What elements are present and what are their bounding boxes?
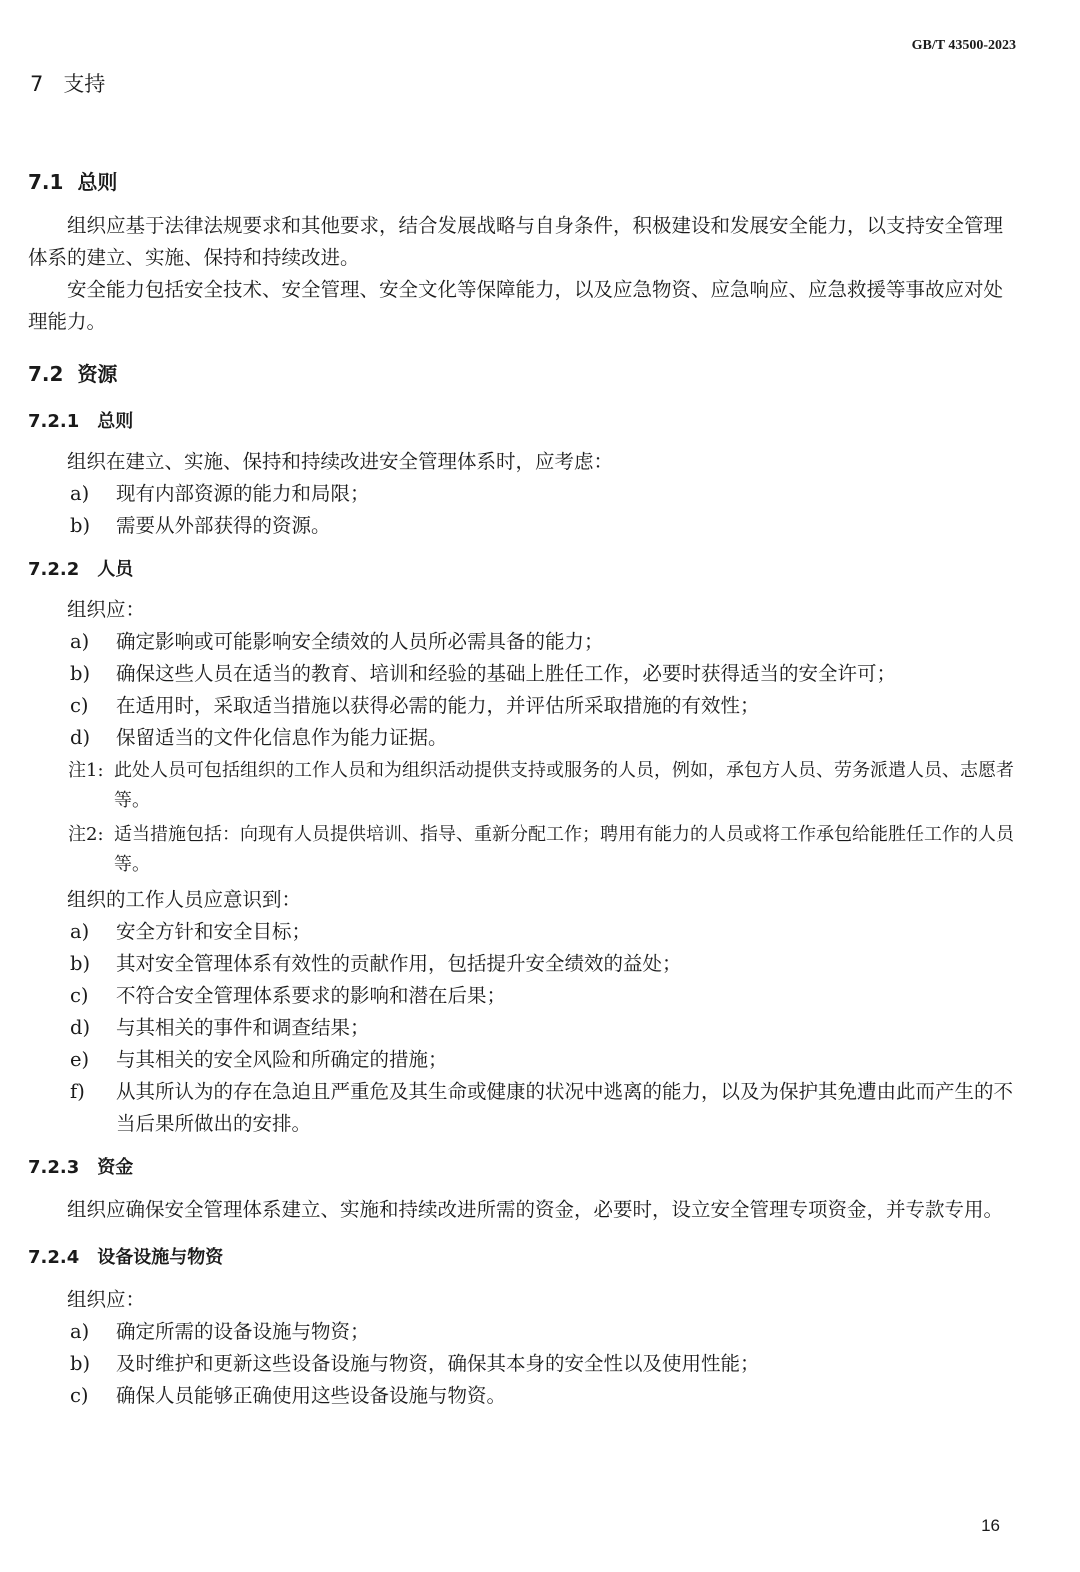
list-label: c) bbox=[70, 984, 89, 1007]
list-text: 在适用时，采取适当措施以获得必需的能力，并评估所采取措施的有效性； bbox=[116, 694, 760, 717]
list-item bbox=[28, 1348, 1020, 1380]
list-item bbox=[28, 1076, 1020, 1140]
list-item bbox=[28, 626, 1020, 658]
list-text: 现有内部资源的能力和局限； bbox=[116, 482, 370, 505]
section-title: 总则 bbox=[77, 170, 118, 194]
note-label: 注2: bbox=[68, 824, 104, 845]
list bbox=[28, 916, 1020, 1140]
standard-code: GB/T 43500-2023 bbox=[911, 38, 1016, 53]
list-label: a) bbox=[70, 630, 90, 653]
paragraph: 安全能力包括安全技术、安全管理、安全文化等保障能力，以及应急物资、应急响应、应急救援等事故应对处理能力。 bbox=[28, 278, 1004, 333]
list bbox=[28, 1316, 1020, 1412]
section-7-2-2-heading bbox=[28, 556, 1020, 584]
section-number: 7.2.3 bbox=[28, 1157, 80, 1178]
list-lead: 组织应： bbox=[67, 598, 146, 621]
list-text: 确保这些人员在适当的教育、培训和经验的基础上胜任工作，必要时获得适当的安全许可； bbox=[116, 662, 897, 685]
document-body bbox=[28, 68, 1020, 1412]
list-item bbox=[28, 658, 1020, 690]
section-title: 资源 bbox=[77, 362, 118, 386]
list-text: 确定所需的设备设施与物资； bbox=[116, 1320, 370, 1343]
section-title: 人员 bbox=[97, 559, 134, 580]
note-text: 适当措施包括：向现有人员提供培训、指导、重新分配工作；聘用有能力的人员或将工作承包给能胜任工作的人员等。 bbox=[114, 824, 1014, 875]
list-label: b) bbox=[70, 514, 91, 537]
list-lead: 组织应： bbox=[67, 1288, 146, 1311]
list-text: 保留适当的文件化信息作为能力证据。 bbox=[116, 726, 448, 749]
list-label: c) bbox=[70, 1384, 89, 1407]
list-text: 从其所认为的存在急迫且严重危及其生命或健康的状况中逃离的能力，以及为保护其免遭由此而产生的不当后果所做出的安排。 bbox=[116, 1080, 1014, 1135]
section-title: 设备设施与物资 bbox=[97, 1247, 224, 1268]
section-number: 7.2.1 bbox=[28, 411, 80, 432]
section-7-2-1-heading bbox=[28, 408, 1020, 436]
list-text: 及时维护和更新这些设备设施与物资，确保其本身的安全性以及使用性能； bbox=[116, 1352, 760, 1375]
list bbox=[28, 478, 1020, 542]
list-item bbox=[28, 690, 1020, 722]
list-item bbox=[28, 1380, 1020, 1412]
list-text: 其对安全管理体系有效性的贡献作用，包括提升安全绩效的益处； bbox=[116, 952, 682, 975]
list-item bbox=[28, 980, 1020, 1012]
chapter-number: 7 bbox=[30, 72, 44, 96]
list bbox=[28, 626, 1020, 754]
list-label: c) bbox=[70, 694, 89, 717]
section-7-2-4-heading bbox=[28, 1244, 1020, 1272]
list-item bbox=[28, 1044, 1020, 1076]
list-item bbox=[28, 510, 1020, 542]
list-text: 安全方针和安全目标； bbox=[116, 920, 312, 943]
section-7-1-heading bbox=[28, 168, 1020, 196]
list-label: f) bbox=[70, 1080, 85, 1103]
list-label: a) bbox=[70, 1320, 90, 1343]
list-label: d) bbox=[70, 1016, 91, 1039]
list-item bbox=[28, 916, 1020, 948]
section-title: 资金 bbox=[97, 1157, 134, 1178]
section-7-2-3-heading bbox=[28, 1154, 1020, 1182]
section-number: 7.2.4 bbox=[28, 1247, 80, 1268]
note bbox=[28, 820, 1020, 880]
paragraph: 组织应确保安全管理体系建立、实施和持续改进所需的资金，必要时，设立安全管理专项资金，并专款专用。 bbox=[67, 1198, 1004, 1221]
note-label: 注1: bbox=[68, 760, 104, 781]
note bbox=[28, 756, 1020, 816]
section-number: 7.1 bbox=[28, 170, 64, 194]
list-item bbox=[28, 1316, 1020, 1348]
note-text: 此处人员可包括组织的工作人员和为组织活动提供支持或服务的人员，例如，承包方人员、劳务派遣人员、志愿者等。 bbox=[114, 760, 1014, 811]
section-7-2-heading bbox=[28, 360, 1020, 388]
list-label: b) bbox=[70, 952, 91, 975]
list-lead: 组织在建立、实施、保持和持续改进安全管理体系时，应考虑： bbox=[67, 450, 614, 473]
list-item bbox=[28, 478, 1020, 510]
list-text: 需要从外部获得的资源。 bbox=[116, 514, 331, 537]
list-text: 与其相关的事件和调查结果； bbox=[116, 1016, 370, 1039]
list-item bbox=[28, 1012, 1020, 1044]
page-number: 16 bbox=[981, 1516, 1000, 1535]
list-label: b) bbox=[70, 1352, 91, 1375]
list-text: 确保人员能够正确使用这些设备设施与物资。 bbox=[116, 1384, 507, 1407]
chapter-title: 支持 bbox=[63, 72, 106, 96]
list-text: 确定影响或可能影响安全绩效的人员所必需具备的能力； bbox=[116, 630, 604, 653]
list-item bbox=[28, 948, 1020, 980]
list-item bbox=[28, 722, 1020, 754]
list-label: a) bbox=[70, 920, 90, 943]
chapter-heading bbox=[30, 68, 1020, 100]
list-text: 与其相关的安全风险和所确定的措施； bbox=[116, 1048, 448, 1071]
list-label: d) bbox=[70, 726, 91, 749]
section-number: 7.2 bbox=[28, 362, 64, 386]
list-lead: 组织的工作人员应意识到： bbox=[67, 888, 302, 911]
section-number: 7.2.2 bbox=[28, 559, 80, 580]
section-title: 总则 bbox=[97, 411, 134, 432]
paragraph: 组织应基于法律法规要求和其他要求，结合发展战略与自身条件，积极建设和发展安全能力，以支持安全管理体系的建立、实施、保持和持续改进。 bbox=[28, 214, 1004, 269]
list-label: b) bbox=[70, 662, 91, 685]
list-label: e) bbox=[70, 1048, 90, 1071]
list-text: 不符合安全管理体系要求的影响和潜在后果； bbox=[116, 984, 507, 1007]
list-label: a) bbox=[70, 482, 90, 505]
